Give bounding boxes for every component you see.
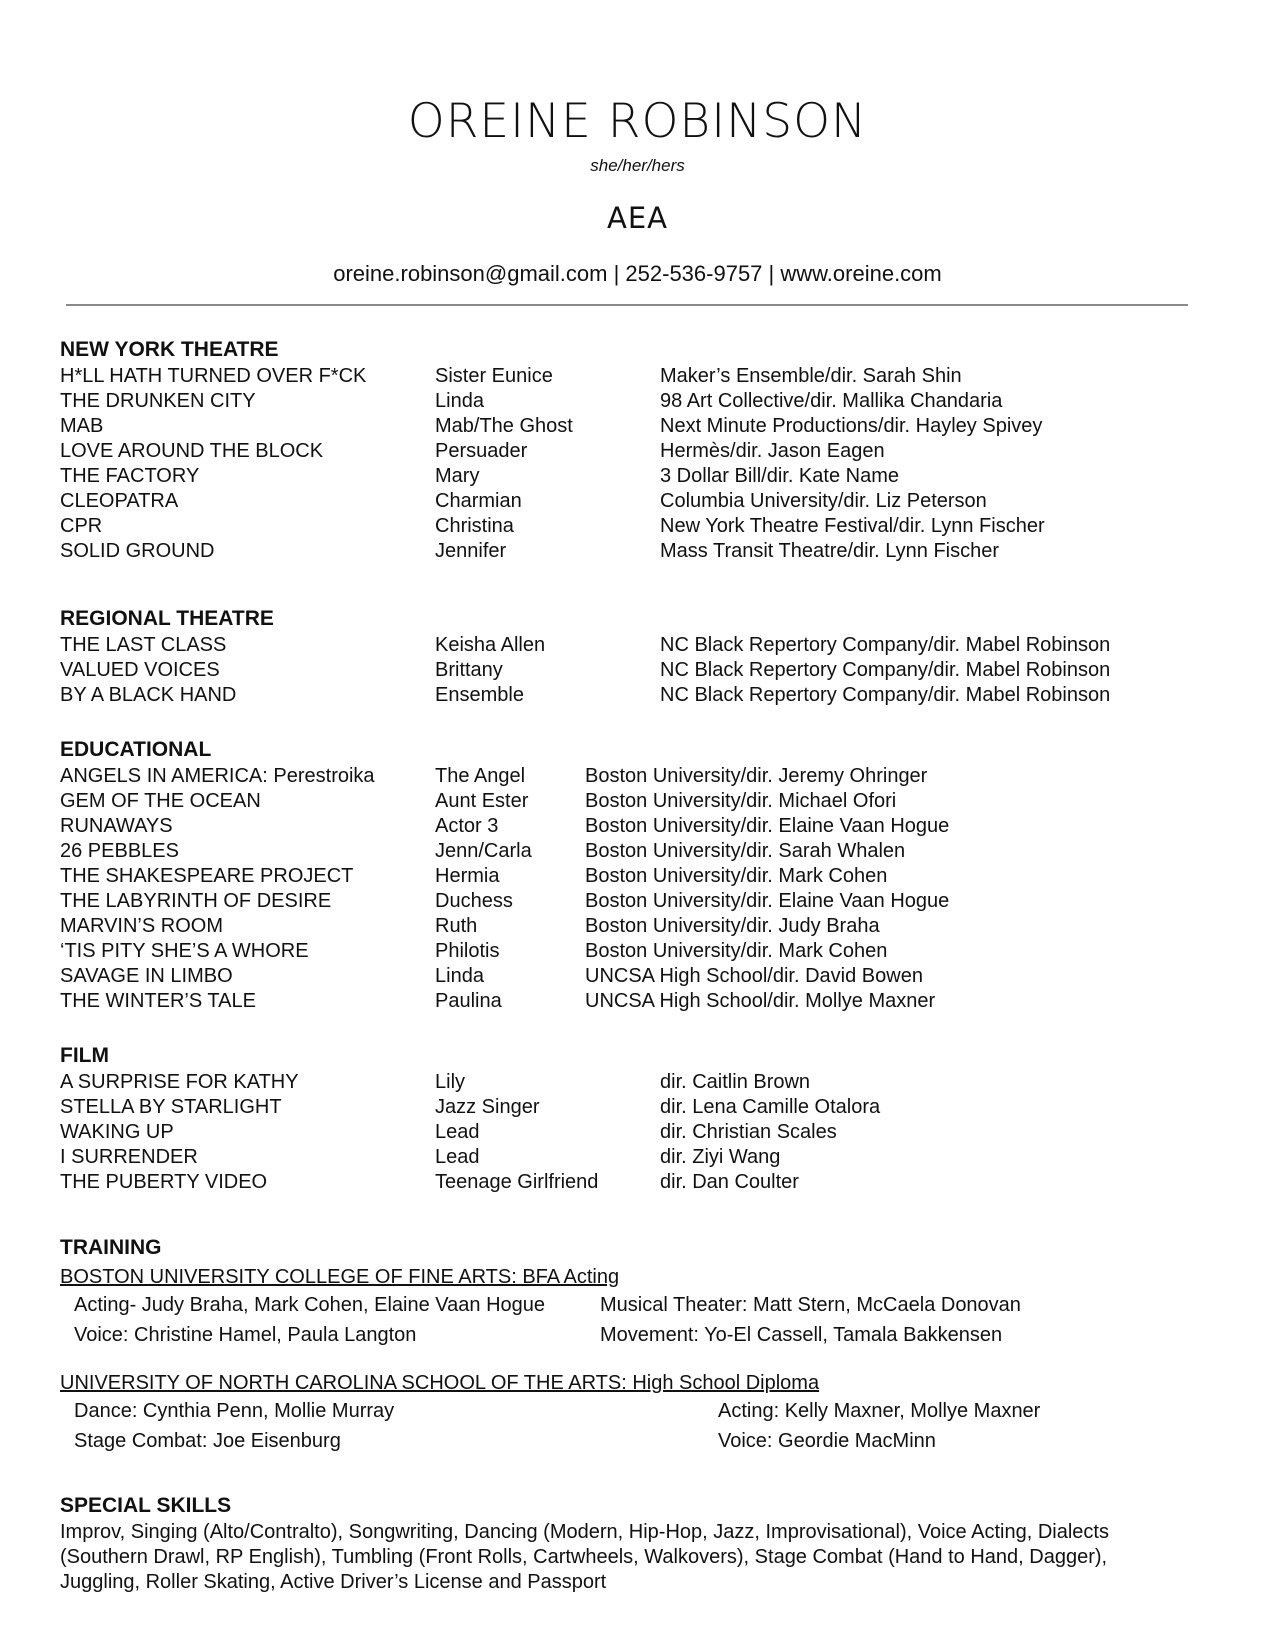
credit-row [60,539,1220,564]
section-title: EDUCATIONAL [60,738,212,761]
credit-company: dir. Lena Camille Otalora [660,1096,881,1118]
credit-show: MARVIN’S ROOM [60,915,223,937]
credit-company: 98 Art Collective/dir. Mallika Chandaria [660,390,1003,412]
credit-show: THE SHAKESPEARE PROJECT [60,865,354,887]
credit-show: THE DRUNKEN CITY [60,390,256,412]
credit-company: Boston University/dir. Mark Cohen [585,940,888,962]
educational-section [60,738,1220,1014]
credit-row [60,789,1220,814]
credit-company: Maker’s Ensemble/dir. Sarah Shin [660,365,962,387]
credit-role: Lead [435,1121,480,1143]
credit-role: Charmian [435,490,522,512]
credit-row [60,839,1220,864]
credit-company: Columbia University/dir. Liz Peterson [660,490,987,512]
section-title: FILM [60,1044,109,1067]
credit-row [60,633,1220,658]
credit-show: SOLID GROUND [60,540,215,562]
credit-row [60,514,1220,539]
section-title: TRAINING [60,1236,162,1259]
credit-show: WAKING UP [60,1121,174,1143]
credit-row [60,683,1220,708]
credit-row [60,814,1220,839]
credit-role: Philotis [435,940,500,962]
credit-company: NC Black Repertory Company/dir. Mabel Robinson [660,684,1111,706]
credit-row [60,414,1220,439]
credit-role: Ruth [435,915,478,937]
credit-row [60,439,1220,464]
credit-role: Ensemble [435,684,524,706]
credit-company: Boston University/dir. Sarah Whalen [585,840,906,862]
teacher-entry: Musical Theater: Matt Stern, McCaela Donovan [600,1294,1021,1316]
credit-role: Duchess [435,890,513,912]
credit-row [60,939,1220,964]
credit-show: RUNAWAYS [60,815,173,837]
training-school-bu: BOSTON UNIVERSITY COLLEGE OF FINE ARTS: BFA Acting [60,1266,620,1288]
credit-show: CLEOPATRA [60,490,179,512]
credit-company: UNCSA High School/dir. David Bowen [585,965,923,987]
teacher-entry: Acting: Kelly Maxner, Mollye Maxner [718,1400,1041,1422]
credit-role: Aunt Ester [435,790,529,812]
credit-row [60,764,1220,789]
special-skills-section [60,1494,1220,1595]
teacher-row [60,1290,1220,1320]
credit-company: Hermès/dir. Jason Eagen [660,440,885,462]
credit-show: SAVAGE IN LIMBO [60,965,233,987]
credit-role: Jazz Singer [435,1096,540,1118]
credit-show: BY A BLACK HAND [60,684,237,706]
credit-company: Boston University/dir. Judy Braha [585,915,880,937]
credit-company: Boston University/dir. Mark Cohen [585,865,888,887]
teacher-entry: Acting- Judy Braha, Mark Cohen, Elaine Vaan Hogue [74,1294,546,1316]
credit-role: Lead [435,1146,480,1168]
credit-role: Paulina [435,990,502,1012]
credit-show: THE FACTORY [60,465,200,487]
training-school-uncsa: UNIVERSITY OF NORTH CAROLINA SCHOOL OF THE ARTS: High School Diploma [60,1372,820,1394]
credit-role: Linda [435,965,484,987]
credit-role: Teenage Girlfriend [435,1171,599,1193]
credit-show: ‘TIS PITY SHE’S A WHORE [60,940,309,962]
credit-show: LOVE AROUND THE BLOCK [60,440,324,462]
credit-show: THE LABYRINTH OF DESIRE [60,890,332,912]
section-title: SPECIAL SKILLS [60,1494,232,1517]
credit-company: UNCSA High School/dir. Mollye Maxner [585,990,936,1012]
credit-row [60,464,1220,489]
special-skills-text: Improv, Singing (Alto/Contralto), Songwriting, Dancing (Modern, Hip-Hop, Jazz, Improvisational), Voice Acting, Dialects (Southern Drawl, RP English), Tumbling (Front Rolls, Cartwheels, Walkovers), Stage Combat (Hand to Hand, Dagger), Juggling, Roller Skating, Active Driver’s License and Passport [60,1521,1109,1593]
credit-company: New York Theatre Festival/dir. Lynn Fischer [660,515,1045,537]
credit-role: The Angel [435,765,526,787]
credit-company: NC Black Repertory Company/dir. Mabel Robinson [660,659,1111,681]
credit-show: MAB [60,415,104,437]
credit-role: Mary [435,465,480,487]
credit-show: CPR [60,515,103,537]
credit-row [60,889,1220,914]
credit-company: 3 Dollar Bill/dir. Kate Name [660,465,899,487]
credit-row [60,1070,1220,1095]
training-section [60,1236,1220,1456]
section-title: REGIONAL THEATRE [60,607,274,630]
credit-role: Jennifer [435,540,507,562]
credit-show: 26 PEBBLES [60,840,179,862]
section-title: NEW YORK THEATRE [60,338,279,361]
credit-row [60,964,1220,989]
credit-company: Boston University/dir. Elaine Vaan Hogue [585,815,950,837]
credit-company: Boston University/dir. Jeremy Ohringer [585,765,928,787]
credit-show: VALUED VOICES [60,659,220,681]
credit-row [60,364,1220,389]
credit-row [60,914,1220,939]
credit-role: Mab/The Ghost [435,415,573,437]
credit-role: Lily [435,1071,466,1093]
credit-company: Next Minute Productions/dir. Hayley Spivey [660,415,1043,437]
credit-company: dir. Ziyi Wang [660,1146,781,1168]
credit-row [60,989,1220,1014]
credit-company: Mass Transit Theatre/dir. Lynn Fischer [660,540,1000,562]
credit-role: Christina [435,515,514,537]
credit-company: Boston University/dir. Elaine Vaan Hogue [585,890,950,912]
regional-theatre-section [60,607,1220,708]
credit-company: dir. Christian Scales [660,1121,837,1143]
credit-show: THE LAST CLASS [60,634,227,656]
spacer [60,1350,1220,1368]
credit-company: dir. Caitlin Brown [660,1071,811,1093]
credit-role: Sister Eunice [435,365,553,387]
credit-show: THE PUBERTY VIDEO [60,1171,268,1193]
credit-show: STELLA BY STARLIGHT [60,1096,282,1118]
credit-row [60,489,1220,514]
teacher-row [60,1320,1220,1350]
new-york-theatre-section [60,338,1220,564]
teacher-entry: Dance: Cynthia Penn, Mollie Murray [74,1400,395,1422]
credit-show: A SURPRISE FOR KATHY [60,1071,299,1093]
credit-row [60,864,1220,889]
credit-show: I SURRENDER [60,1146,198,1168]
teacher-row [60,1396,1220,1426]
teacher-entry: Movement: Yo-El Cassell, Tamala Bakkensen [600,1324,1003,1346]
credit-role: Jenn/Carla [435,840,532,862]
credit-role: Hermia [435,865,500,887]
header-divider [66,304,1188,306]
film-section [60,1044,1220,1195]
teacher-entry: Voice: Christine Hamel, Paula Langton [74,1324,417,1346]
credit-role: Brittany [435,659,503,681]
pronouns: she/her/hers [590,156,685,175]
credit-show: ANGELS IN AMERICA: Perestroika [60,765,375,787]
credit-row [60,1170,1220,1195]
credit-role: Keisha Allen [435,634,546,656]
credit-show: H*LL HATH TURNED OVER F*CK [60,365,367,387]
credit-row [60,1145,1220,1170]
teacher-entry: Voice: Geordie MacMinn [718,1430,936,1452]
teacher-row [60,1426,1220,1456]
credit-show: GEM OF THE OCEAN [60,790,261,812]
credit-role: Actor 3 [435,815,499,837]
credit-row [60,1095,1220,1120]
contact-info: oreine.robinson@gmail.com | 252-536-9757 | www.oreine.com [333,261,942,286]
credit-role: Linda [435,390,484,412]
credit-show: THE WINTER’S TALE [60,990,256,1012]
credit-company: Boston University/dir. Michael Ofori [585,790,897,812]
credit-row [60,1120,1220,1145]
credit-row [60,389,1220,414]
teacher-entry: Stage Combat: Joe Eisenburg [74,1430,341,1452]
credit-company: dir. Dan Coulter [660,1171,799,1193]
union-affiliation: AEA [607,201,668,235]
credit-row [60,658,1220,683]
credit-company: NC Black Repertory Company/dir. Mabel Robinson [660,634,1111,656]
actor-name: OREINE ROBINSON [407,94,868,149]
credit-role: Persuader [435,440,528,462]
